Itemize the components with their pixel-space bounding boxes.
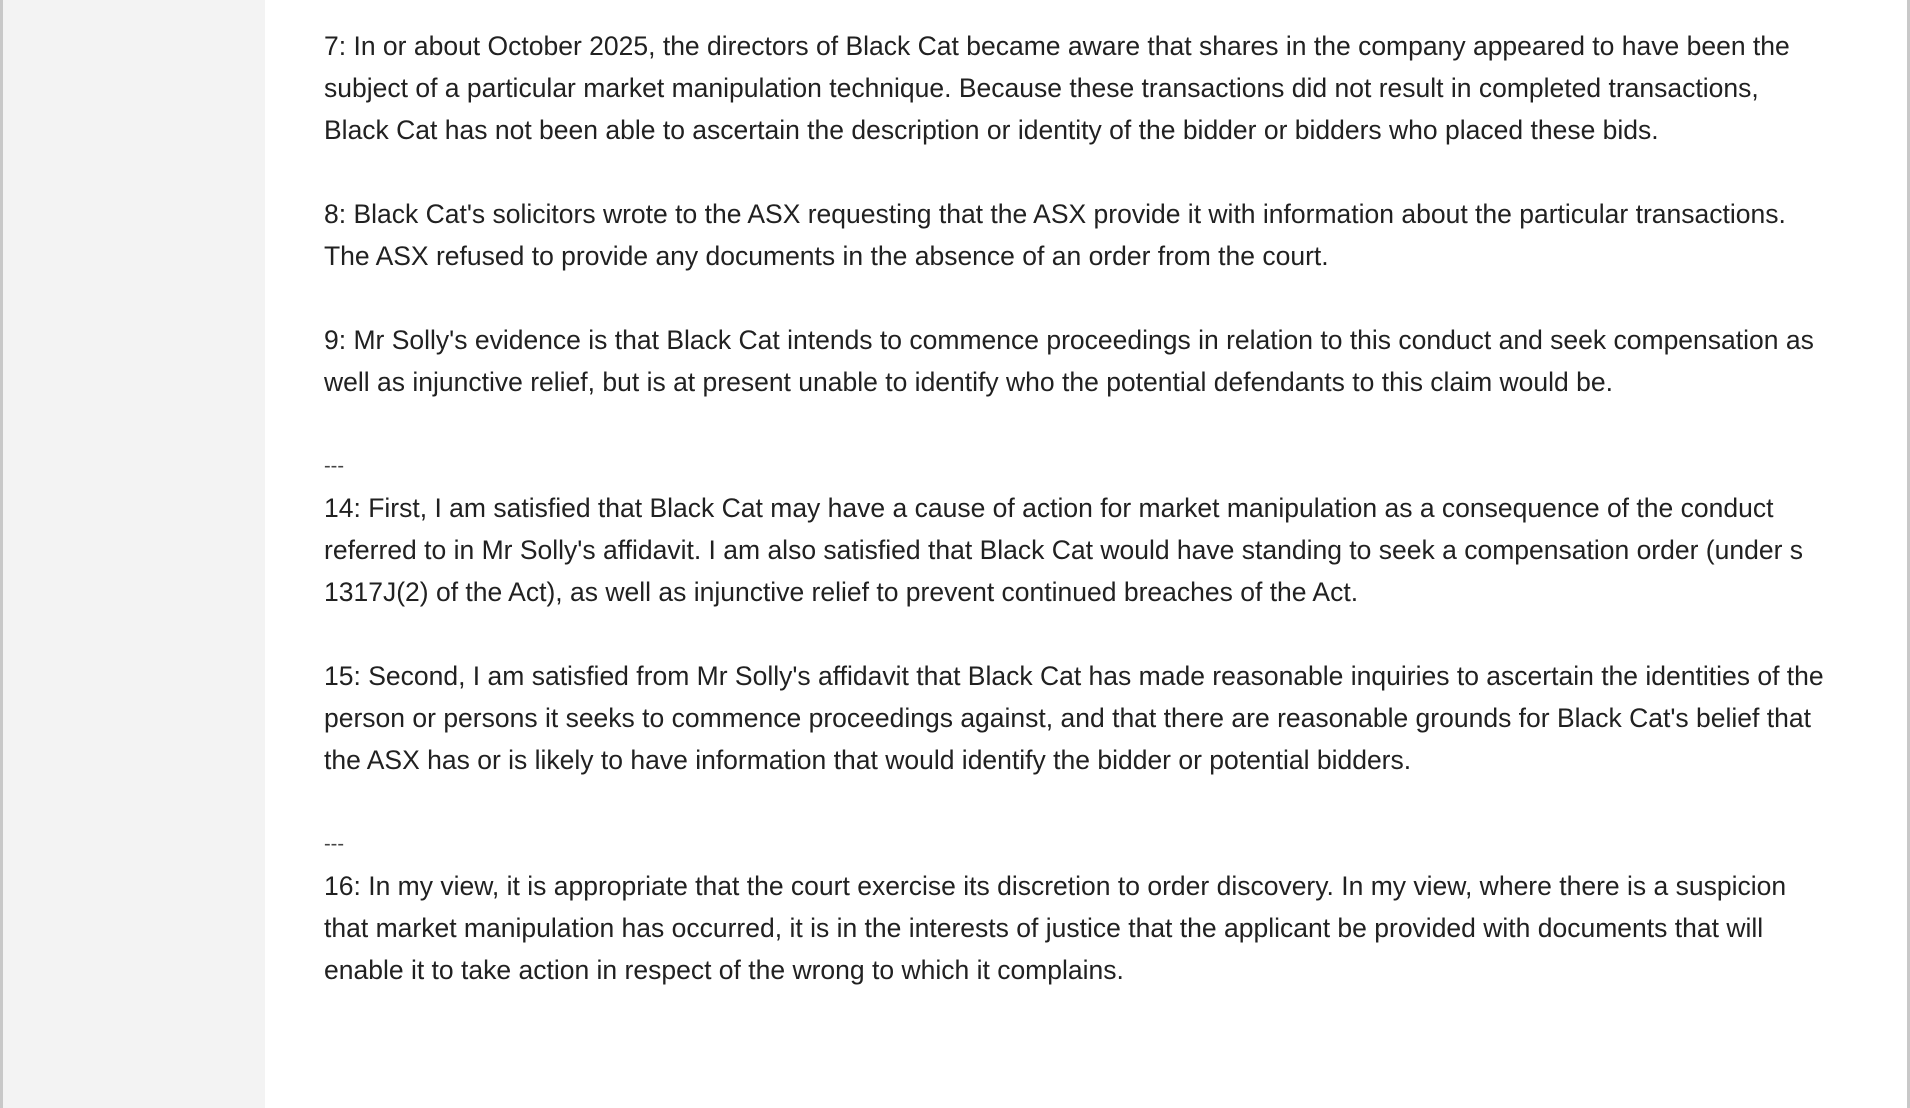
document-text <box>324 25 1824 1033</box>
paragraph-15: 15: Second, I am satisfied from Mr Solly's affidavit that Black Cat has made reasonable inquiries to ascertain the identities of the person or persons it seeks to commence proceedings against, and that there are reasonable grounds for Black Cat's belief that the ASX has or is likely to have information that would identify the bidder or potential bidders. <box>324 661 1824 775</box>
paragraph-16: 16: In my view, it is appropriate that the court exercise its discretion to order discovery. In my view, where there is a suspicion that market manipulation has occurred, it is in the interests of justice that the applicant be provided with documents that will enable it to take action in respect of the wrong to which it complains. <box>324 871 1787 985</box>
left-gutter <box>3 0 265 1108</box>
paragraph-8: 8: Black Cat's solicitors wrote to the ASX requesting that the ASX provide it with information about the particular transactions. The ASX refused to provide any documents in the absence of an order from the court. <box>324 199 1786 271</box>
section-separator: --- <box>324 833 344 855</box>
paragraph-9: 9: Mr Solly's evidence is that Black Cat intends to commence proceedings in relation to this conduct and seek compensation as well as injunctive relief, but is at present unable to identify who the potential defendants to this claim would be. <box>324 325 1814 397</box>
paragraph-7: 7: In or about October 2025, the directors of Black Cat became aware that shares in the company appeared to have been the subject of a particular market manipulation technique. Because these transactions did not result in completed transactions, Black Cat has not been able to ascertain the description or identity of the bidder or bidders who placed these bids. <box>324 31 1790 145</box>
document-viewport[interactable] <box>265 0 1910 1108</box>
section-separator: --- <box>324 455 344 477</box>
paragraph-14: 14: First, I am satisfied that Black Cat may have a cause of action for market manipulation as a consequence of the conduct referred to in Mr Solly's affidavit. I am also satisfied that Black Cat would have standing to seek a compensation order (under s 1317J(2) of the Act), as well as injunctive relief to prevent continued breaches of the Act. <box>324 493 1804 607</box>
